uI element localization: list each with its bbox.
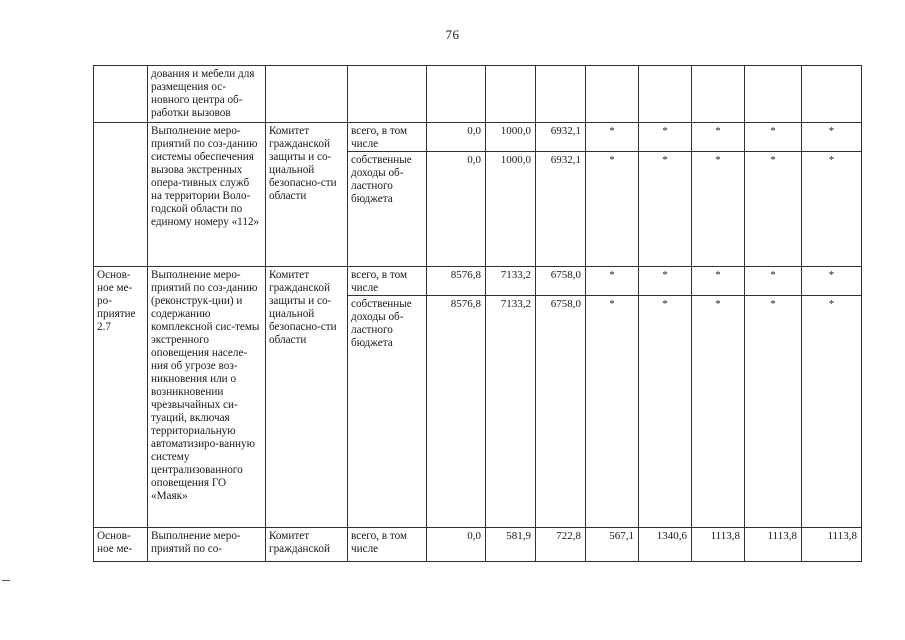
value-cell: 0,0 [427, 528, 486, 562]
value-cell [486, 66, 536, 123]
value-cell: * [745, 152, 802, 267]
value-cell [639, 66, 692, 123]
value-cell: * [692, 152, 745, 267]
table-row [94, 66, 862, 123]
value-cell: 6758,0 [536, 267, 586, 296]
event-cell: Выполнение меро-приятий по соз-данию (реконструк-ции) и содержанию комплексной сис-темы экстренного оповещения населе-ния об угрозе воз-никновения или о возникновении чрезвычайных си-туаций, включая территориальную автоматизиро-ванную систему централизованного оповещения ГО «Маяк» [148, 267, 266, 528]
value-cell: * [745, 123, 802, 152]
executor-cell [266, 66, 348, 123]
value-cell: * [639, 267, 692, 296]
value-cell: * [586, 123, 639, 152]
value-cell: 722,8 [536, 528, 586, 562]
value-cell: 567,1 [586, 528, 639, 562]
value-cell [745, 66, 802, 123]
value-cell: 1000,0 [486, 152, 536, 267]
measure-cell: Основ-ное ме-ро-приятие 2.7 [94, 267, 148, 528]
table-row [94, 528, 862, 562]
value-cell: 1000,0 [486, 123, 536, 152]
value-cell: 1113,8 [745, 528, 802, 562]
value-cell: 8576,8 [427, 296, 486, 528]
scan-edge-mark [2, 580, 10, 581]
value-cell: 0,0 [427, 123, 486, 152]
value-cell: * [802, 123, 862, 152]
value-cell: 1113,8 [692, 528, 745, 562]
value-cell [692, 66, 745, 123]
value-cell: * [586, 152, 639, 267]
value-cell: * [586, 296, 639, 528]
source-cell: всего, в том числе [348, 528, 427, 562]
executor-cell: Комитет гражданской защиты и со-циальной безопасно-сти области [266, 123, 348, 267]
value-cell [802, 66, 862, 123]
source-cell: всего, в том числе [348, 267, 427, 296]
value-cell: 581,9 [486, 528, 536, 562]
source-cell: собственные доходы об-ластного бюджета [348, 296, 427, 528]
value-cell: 6758,0 [536, 296, 586, 528]
budget-table [93, 65, 862, 562]
source-cell [348, 66, 427, 123]
value-cell: * [692, 267, 745, 296]
value-cell: 8576,8 [427, 267, 486, 296]
value-cell: 1113,8 [802, 528, 862, 562]
page-number: 76 [445, 27, 460, 42]
value-cell: 7133,2 [486, 267, 536, 296]
value-cell: * [802, 267, 862, 296]
value-cell: 6932,1 [536, 152, 586, 267]
event-cell: дования и мебели для размещения ос-новного центра об-работки вызовов [148, 66, 266, 123]
value-cell: * [692, 296, 745, 528]
value-cell: * [802, 296, 862, 528]
source-cell: собственные доходы об-ластного бюджета [348, 152, 427, 267]
value-cell [536, 66, 586, 123]
value-cell: * [639, 152, 692, 267]
event-cell: Выполнение меро-приятий по со- [148, 528, 266, 562]
value-cell: * [745, 296, 802, 528]
value-cell: * [586, 267, 639, 296]
measure-cell [94, 123, 148, 267]
value-cell: 0,0 [427, 152, 486, 267]
executor-cell: Комитет гражданской защиты и со-циальной безопасно-сти области [266, 267, 348, 528]
value-cell: 7133,2 [486, 296, 536, 528]
source-cell: всего, в том числе [348, 123, 427, 152]
value-cell: * [692, 123, 745, 152]
event-cell: Выполнение меро-приятий по соз-данию системы обеспечения вызова экстренных опера-тивных служб на территории Воло-годской области по единому номеру «112» [148, 123, 266, 267]
value-cell: * [745, 267, 802, 296]
table-row [94, 123, 862, 152]
value-cell: * [639, 123, 692, 152]
executor-cell: Комитет гражданской [266, 528, 348, 562]
value-cell [586, 66, 639, 123]
table-row [94, 267, 862, 296]
measure-cell: Основ-ное ме- [94, 528, 148, 562]
measure-cell [94, 66, 148, 123]
value-cell [427, 66, 486, 123]
value-cell: * [802, 152, 862, 267]
value-cell: 6932,1 [536, 123, 586, 152]
value-cell: 1340,6 [639, 528, 692, 562]
value-cell: * [639, 296, 692, 528]
